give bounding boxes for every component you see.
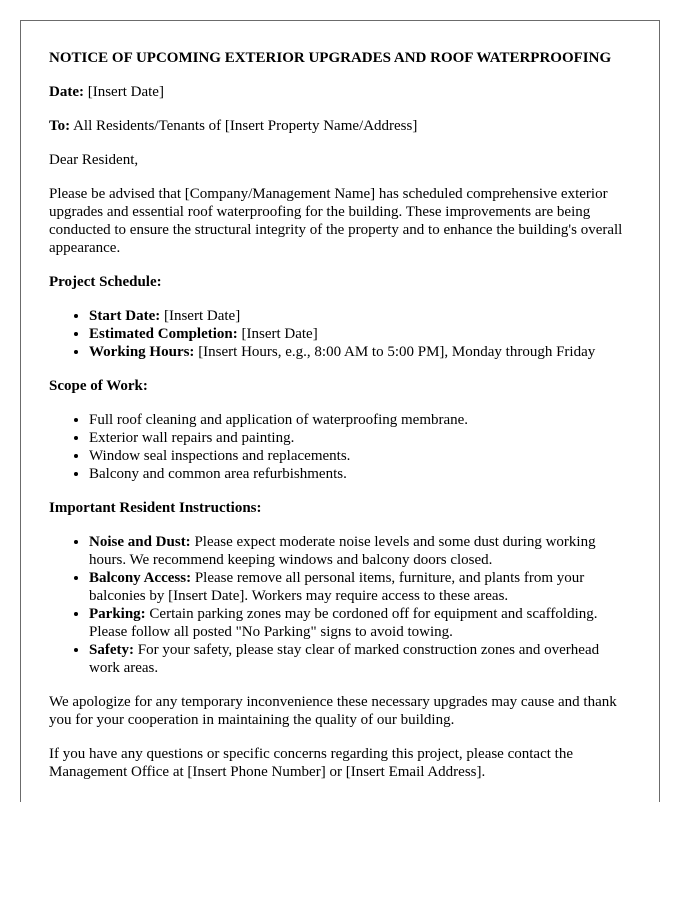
schedule-item-text: [Insert Date]: [241, 326, 318, 342]
intro-paragraph: Please be advised that [Company/Management Name] has scheduled comprehensive exterior upgrades and essential roof waterproofing for the building. These improvements are being conducted to ensure the structural integrity of the property and to enhance the building's overall appearance.: [49, 186, 623, 256]
instruction-item-safety: [89, 641, 631, 677]
scope-list: [49, 411, 631, 483]
schedule-item-completion: [89, 325, 631, 343]
notice-title: NOTICE OF UPCOMING EXTERIOR UPGRADES AND ROOF WATERPROOFING: [49, 50, 612, 66]
instruction-item-parking: [89, 605, 631, 641]
notice-document: [20, 20, 660, 802]
recipient-line: [49, 117, 631, 135]
schedule-heading: Project Schedule:: [49, 274, 162, 290]
instructions-list: [49, 533, 631, 677]
schedule-item-hours: [89, 343, 631, 361]
schedule-item-label: Estimated Completion:: [89, 326, 238, 342]
date-line: [49, 83, 631, 101]
scope-item: • Window seal inspections and replacements.: [89, 447, 631, 465]
instruction-item-label: Balcony Access:: [89, 570, 192, 586]
date-value: [Insert Date]: [87, 84, 164, 100]
greeting: Dear Resident,: [49, 152, 139, 168]
scope-item: • Balcony and common area refurbishments.: [89, 465, 631, 483]
schedule-list: [49, 307, 631, 361]
instruction-item-label: Noise and Dust:: [89, 534, 191, 550]
schedule-item-label: Start Date:: [89, 308, 161, 324]
date-label: Date:: [49, 84, 84, 100]
schedule-item-start: [89, 307, 631, 325]
recipient-label: To:: [49, 118, 71, 134]
instruction-item-label: Safety:: [89, 642, 134, 658]
instruction-item-balcony: [89, 569, 631, 605]
schedule-item-label: Working Hours:: [89, 344, 195, 360]
instruction-item-noise: [89, 533, 631, 569]
instruction-item-text: Please expect moderate noise levels and some dust during working hours. We recommend keeping windows and balcony doors closed.: [89, 534, 596, 568]
instruction-item-label: Parking:: [89, 606, 146, 622]
instruction-item-text: Please remove all personal items, furniture, and plants from your balconies by [Insert Date]. Workers may require access to these areas.: [89, 570, 585, 604]
contact-paragraph: If you have any questions or specific concerns regarding this project, please contact the Management Office at [Insert Phone Number] or [Insert Email Address].: [49, 746, 573, 780]
schedule-item-text: [Insert Date]: [163, 308, 241, 324]
instructions-heading: Important Resident Instructions:: [49, 500, 262, 516]
apology-paragraph: We apologize for any temporary inconvenience these necessary upgrades may cause and thank you for your cooperation in maintaining the quality of our building.: [49, 694, 617, 728]
instruction-item-text: Certain parking zones may be cordoned off for equipment and scaffolding. Please follow all posted "No Parking" signs to avoid towing.: [89, 606, 598, 640]
scope-heading: Scope of Work:: [49, 378, 148, 394]
scope-item: • Full roof cleaning and application of waterproofing membrane.: [89, 411, 631, 429]
recipient-value: All Residents/Tenants of [Insert Property Name/Address]: [73, 118, 418, 134]
scope-item: • Exterior wall repairs and painting.: [89, 429, 631, 447]
schedule-item-text: [Insert Hours, e.g., 8:00 AM to 5:00 PM], Monday through Friday: [198, 344, 596, 360]
instruction-item-text: For your safety, please stay clear of marked construction zones and overhead work areas.: [89, 642, 600, 676]
